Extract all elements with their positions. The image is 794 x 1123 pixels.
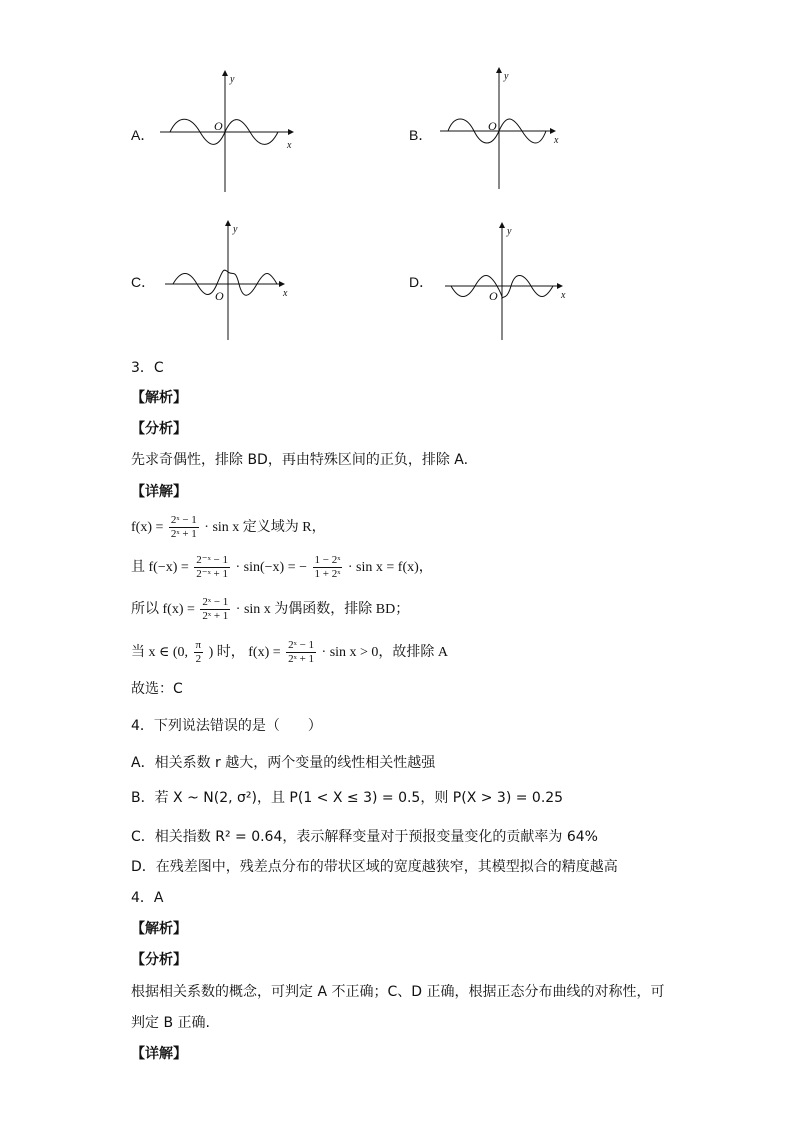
q3-step-1: [131, 513, 326, 543]
graph-a-x-arrow: [288, 129, 294, 135]
q4-answer: 4．A: [131, 890, 164, 906]
q3-step-2-tail: · sin x = f(x)，: [347, 560, 433, 575]
graph-a-x-label: x: [287, 140, 292, 151]
fraction-numerator: 2ˣ − 1: [202, 596, 229, 609]
graph-a: [160, 70, 300, 195]
q4-option-b: B．若 X ~ N(2, σ²)，且 P(1 < X ≤ 3) = 0.5，则 P(X > 3) = 0.25: [131, 790, 564, 806]
graph-a-svg: [160, 70, 300, 195]
q4-fenxi-line-2: 判定 B 正确.: [131, 1015, 210, 1031]
graph-c-origin: O: [215, 289, 224, 303]
q3-step-4-mid: ) 时， f(x) =: [208, 645, 281, 660]
q3-step-3-lhs: 所以 f(x) =: [131, 602, 195, 617]
q3-step-2-fraction-2: [313, 554, 343, 581]
q3-step-1-tail: · sin x 定义域为 R，: [204, 520, 326, 535]
fraction-denominator: 2ˣ + 1: [288, 653, 315, 666]
option-d-label: D．: [409, 274, 434, 290]
q3-step-3: [131, 595, 409, 625]
graph-b-y-label: y: [504, 71, 509, 82]
graph-d-x-arrow: [557, 283, 563, 289]
q4-option-c: C．相关指数 R² = 0.64，表示解释变量对于预报变量变化的贡献率为 64%: [131, 829, 598, 845]
q3-step-4-tail: · sin x > 0，故排除 A: [321, 645, 449, 660]
q3-step-4-pi-fraction: [194, 639, 204, 666]
graph-c: [165, 220, 305, 345]
graph-d-y-arrow: [499, 222, 505, 228]
fraction-denominator: 2ˣ + 1: [202, 610, 229, 623]
graph-a-y-label: y: [230, 74, 235, 85]
graph-d-x-label: x: [561, 290, 566, 301]
graph-b-x-label: x: [554, 135, 559, 146]
graph-b-x-arrow: [550, 128, 556, 134]
fraction-numerator: 1 − 2ˣ: [314, 554, 341, 567]
q4-analysis-heading: 【解析】: [131, 921, 187, 937]
graph-a-origin: O: [214, 119, 223, 133]
q3-detail-heading: 【详解】: [131, 484, 187, 500]
q3-step-2-mid: · sin(−x) = −: [235, 560, 307, 575]
graph-d-origin: O: [489, 289, 498, 303]
q3-step-2-fraction-1: [194, 554, 230, 581]
q3-step-2: [131, 553, 433, 583]
graph-c-x-arrow: [279, 281, 285, 287]
fraction-denominator: 2: [195, 653, 202, 666]
q3-analysis-heading: 【解析】: [131, 390, 187, 406]
q4-detail-heading: 【详解】: [131, 1046, 187, 1062]
graph-d: [445, 222, 585, 347]
q4-fenxi-heading: 【分析】: [131, 952, 187, 968]
q3-step-3-tail: · sin x 为偶函数，排除 BD；: [235, 602, 410, 617]
fraction-denominator: 2⁻ˣ + 1: [196, 568, 228, 581]
fraction-numerator: 2⁻ˣ − 1: [196, 554, 228, 567]
q4-fenxi-line-1: 根据相关系数的概念，可判定 A 不正确；C、D 正确，根据正态分布曲线的对称性，可: [131, 984, 665, 1000]
q3-conclusion: 故选：C: [131, 681, 183, 697]
option-a-label: A．: [131, 127, 155, 143]
q3-answer: 3．C: [131, 360, 164, 376]
graph-b-y-arrow: [496, 67, 502, 73]
graph-b-svg: [440, 67, 580, 192]
fraction-denominator: 2ˣ + 1: [170, 528, 197, 541]
option-b-label: B．: [409, 127, 433, 143]
q3-step-1-fraction: [169, 514, 199, 541]
graph-b: [440, 67, 580, 192]
graph-c-y-arrow: [225, 220, 231, 226]
q4-option-a: A．相关系数 r 越大，两个变量的线性相关性越强: [131, 755, 436, 771]
fraction-numerator: π: [195, 639, 202, 652]
graph-c-curve: [173, 270, 277, 295]
q3-step-4-lhs: 当 x ∈ (0,: [131, 645, 189, 660]
graph-d-svg: [445, 222, 585, 347]
option-c-label: C．: [131, 274, 156, 290]
fraction-numerator: 2ˣ − 1: [170, 514, 197, 527]
graph-c-y-label: y: [233, 224, 238, 235]
q3-fenxi-heading: 【分析】: [131, 421, 187, 437]
graph-b-origin: O: [488, 119, 497, 133]
q3-fenxi-text: 先求奇偶性，排除 BD，再由特殊区间的正负，排除 A.: [131, 452, 469, 468]
q3-step-3-fraction: [200, 596, 230, 623]
q3-step-4-fraction: [286, 639, 316, 666]
graph-c-x-label: x: [283, 288, 288, 299]
q3-step-1-lhs: f(x) =: [131, 520, 164, 535]
fraction-numerator: 2ˣ − 1: [288, 639, 315, 652]
q4-option-d: D．在残差图中，残差点分布的带状区域的宽度越狭窄，其模型拟合的精度越高: [131, 859, 618, 875]
fraction-denominator: 1 + 2ˣ: [314, 568, 341, 581]
graph-a-y-arrow: [222, 70, 228, 76]
graph-c-svg: [165, 220, 305, 345]
q3-step-2-lhs: 且 f(−x) =: [131, 560, 189, 575]
graph-d-y-label: y: [507, 226, 512, 237]
q4-question: 4．下列说法错误的是（ ）: [131, 718, 322, 734]
q3-step-4: [131, 638, 448, 668]
